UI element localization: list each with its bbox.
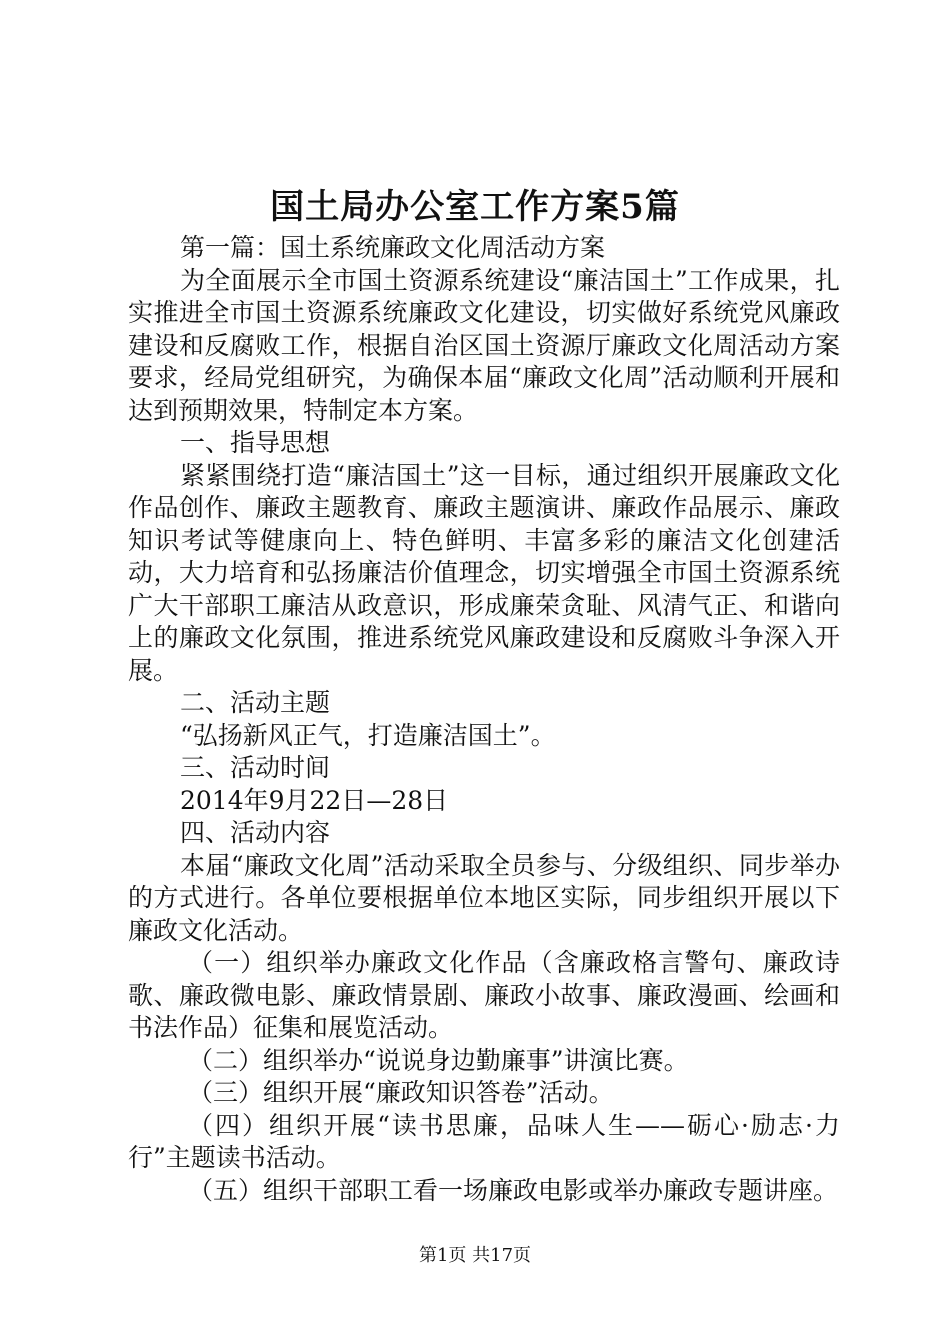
section-heading: 二、活动主题: [180, 688, 331, 717]
list-item: （二）组织举办“说说身边勤廉事”讲演比赛。: [188, 1045, 689, 1075]
document-title: 国土局办公室工作方案5篇: [270, 187, 680, 227]
list-item: （三）组织开展“廉政知识答卷”活动。: [188, 1078, 614, 1107]
section-heading: 第一篇：国土系统廉政文化周活动方案: [180, 233, 606, 262]
section-heading: 三、活动时间: [180, 753, 331, 782]
paragraph: “弘扬新风正气，打造廉洁国土”。: [180, 720, 556, 750]
section-heading: 一、指导思想: [180, 428, 331, 457]
list-item: （一）组织举办廉政文化作品（含廉政格言警句、廉政诗歌、廉政微电影、廉政情景剧、廉政小故事、廉政漫画、绘画和书法作品）征集和展览活动。: [128, 948, 840, 1042]
list-item: （四）组织开展“读书思廉，品味人生——砺心·励志·力行”主题读书活动。: [128, 1110, 840, 1172]
paragraph: 2014年9月22日—28日: [180, 785, 449, 815]
list-item: （五）组织干部职工看一场廉政电影或举办廉政专题讲座。: [188, 1175, 839, 1205]
paragraph: 紧紧围绕打造“廉洁国土”这一目标，通过组织开展廉政文化作品创作、廉政主题教育、廉政主题演讲、廉政作品展示、廉政知识考试等健康向上、特色鲜明、丰富多彩的廉洁文化创建活动，大力培育和弘扬廉洁价值理念，切实增强全市国土资源系统广大干部职工廉洁从政意识，形成廉荣贪耻、风清气正、和谐向上的廉政文化氛围，推进系统党风廉政建设和反腐败斗争深入开展。: [128, 460, 840, 685]
page-footer: 第1页 共17页: [418, 1245, 532, 1266]
section-heading: 四、活动内容: [180, 818, 331, 847]
paragraph: 为全面展示全市国土资源系统建设“廉洁国土”工作成果，扎实推进全市国土资源系统廉政文化建设，切实做好系统党风廉政建设和反腐败工作，根据自治区国土资源厅廉政文化周活动方案要求，经局党组研究，为确保本届“廉政文化周”活动顺利开展和达到预期效果，特制定本方案。: [128, 265, 840, 425]
paragraph: 本届“廉政文化周”活动采取全员参与、分级组织、同步举办的方式进行。各单位要根据单位本地区实际，同步组织开展以下廉政文化活动。: [128, 850, 840, 945]
document-body: [128, 232, 840, 1207]
